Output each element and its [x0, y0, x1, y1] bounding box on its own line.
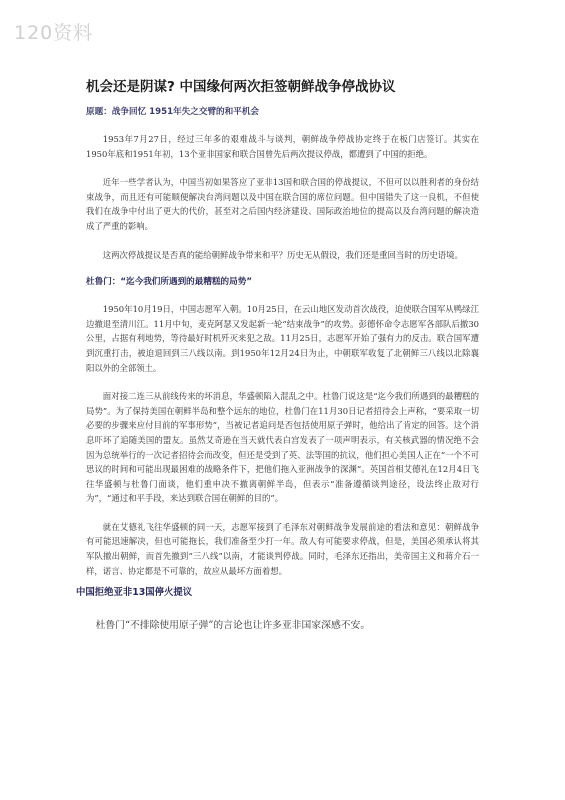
section1-paragraph-1: 1950年10月19日，中国志愿军入朝。10月25日，在云山地区发动首次战役，迫使联合国军从鸭绿江边撤退至清川江。11月中旬，麦克阿瑟又发起新一轮“结束战争”的攻势。彭德怀命令志愿军各部队后撤30公里，占据有利地势，等待最好时机歼灭来犯之敌。11月25日，志愿军开始了强有力的反击。联合国军遭到沉重打击，被迫退回到三八线以南。到1950年12月24日为止，中朝联军收复了北朝鲜三八线以北除襄阳以外的全部领土。 — [86, 304, 479, 373]
section1-paragraph-2: 面对接二连三从前线传来的坏消息，华盛顿陷入混乱之中。杜鲁门说这是“迄今我们所遇到的最糟糕的局势”。为了保持美国在朝鲜半岛和整个远东的地位，杜鲁门在11月30日记者招待会上声称，“要采取一切必要的步骤来应付目前的军事形势”，当被记者追问是否包括使用原子弹时，他给出了肯定的回答。这个消息吓坏了追随美国的盟友。虽然艾奇逊在当天就代表白宫发表了一项声明表示，有关核武器的情况绝不会因为总统举行的一次记者招待会而改变，但还是受到了英、法等国的抗议，他们担心美国人正在“一个不可思议的时间和可能出现最困难的战略条件下，把他们拖入亚洲战争的深渊”。英国首相艾德礼在12月4日飞往华盛顿与杜鲁门面谈，他们重申决不撤离朝鲜半岛，但表示“准备遵循谈判途径，设法终止敌对行为”，“通过和平手段，来达到联合国在朝鲜的目的”。 — [86, 391, 479, 504]
section1-paragraph-3: 就在艾德礼飞往华盛顿的同一天，志愿军接到了毛泽东对朝鲜战争发展前途的看法和意见：朝鲜战争有可能迅速解决，但也可能拖长，我们准备至少打一年。敌人有可能要求停战，但是，美国必须承认将其军队撤出朝鲜，而首先撤到“三八线”以南，才能谈判停战。同时，毛泽东还指出，美帝国主义和蒋介石一样，诺言、协定都是不可靠的，故应从最坏方面着想。 — [86, 521, 479, 576]
section2-paragraph-1: 杜鲁门“不排除使用原子弹”的言论也让许多亚非国家深感不安。 — [95, 620, 371, 632]
article — [76, 78, 479, 633]
article-subtitle: 原题：战争回忆 1951年失之交臂的和平机会 — [86, 107, 260, 117]
article-title: 机会还是阴谋? 中国缘何两次拒签朝鲜战争停战协议 — [86, 79, 396, 95]
watermark-logo: 120资料 — [14, 22, 94, 44]
intro-paragraph-2: 近年一些学者认为，中国当初如果答应了亚非13国和联合国的停战提议，不但可以以胜利者的身份结束战争，而且还有可能顺便解决台湾问题以及中国在联合国的席位问题。但中国错失了这一良机，不但使我们在战争中付出了更大的代价，甚至对之后国内经济建设、国际政治地位的提高以及台湾问题的解决造成了严重的影响。 — [86, 177, 479, 231]
intro-paragraph-1: 1953年7月27日，经过三年多的艰难战斗与谈判，朝鲜战争停战协定终于在板门店签订。其实在1950年底和1951年初，13个亚非国家和联合国曾先后两次提议停战，都遭到了中国的拒绝。 — [86, 134, 479, 159]
section-heading-ceasefire: 中国拒绝亚非13国停火提议 — [76, 587, 193, 599]
section-heading-truman: 杜鲁门：“迄今我们所遇到的最糟糕的局势” — [86, 277, 252, 288]
intro-paragraph-3: 这两次停战提议是否真的能给朝鲜战争带来和平？历史无从假设，我们还是重回当时的历史语境。 — [102, 249, 463, 260]
